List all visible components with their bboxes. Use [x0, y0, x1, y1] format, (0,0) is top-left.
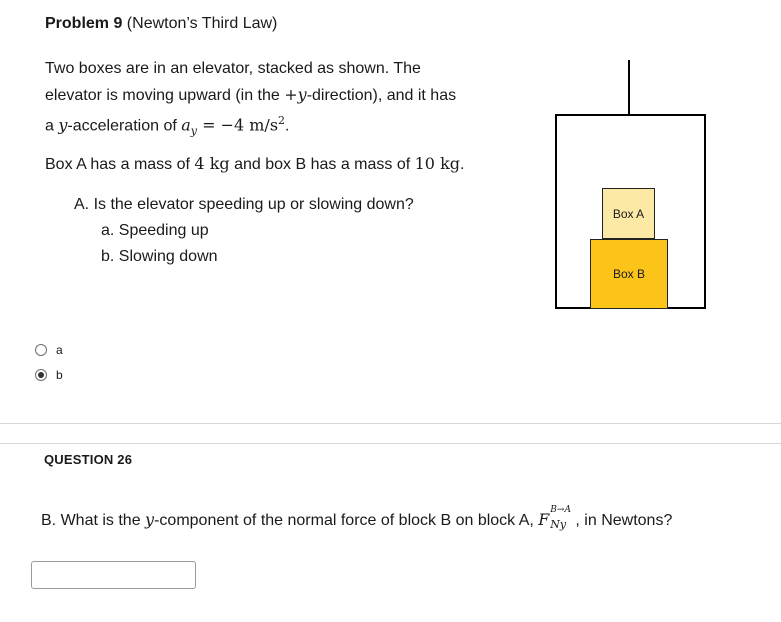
intro-line-2: elevator is moving upward (in the +y-direction), and it has	[45, 85, 457, 104]
box-a-label: Box A	[612, 206, 645, 221]
intro-line-3: a y-acceleration of $a_y = -4$ $m/s^2$.	[45, 114, 290, 138]
problem-title: Problem 9 (Newton’s Third Law)	[45, 15, 278, 32]
divider	[0, 423, 781, 424]
box-a	[602, 188, 655, 239]
choice-a-label: a	[56, 343, 63, 357]
box-b	[590, 239, 668, 309]
choice-a[interactable]	[35, 343, 63, 357]
masses-text: Box A has a mass of 4 kg and box B has a mass of 10 kg.	[45, 154, 465, 173]
part-a-option-b: b. Slowing down	[101, 248, 218, 265]
radio-b[interactable]	[35, 369, 47, 381]
intro-line-1: Two boxes are in an elevator, stacked as shown. The	[45, 60, 421, 77]
question-number: QUESTION 26	[44, 452, 133, 467]
part-a-option-a: a. Speeding up	[101, 222, 209, 239]
part-a-question: A. Is the elevator speeding up or slowing down?	[74, 196, 414, 213]
part-b-question: B. What is the y-component of the normal force of block B on block A, F B→A Ny , in Newtons?	[41, 505, 673, 531]
box-b-label: Box B	[612, 267, 645, 281]
radio-a[interactable]	[35, 344, 47, 356]
choice-b-label: b	[56, 368, 63, 382]
divider	[0, 443, 781, 444]
choice-b[interactable]	[35, 368, 63, 382]
answer-input[interactable]	[31, 561, 196, 589]
